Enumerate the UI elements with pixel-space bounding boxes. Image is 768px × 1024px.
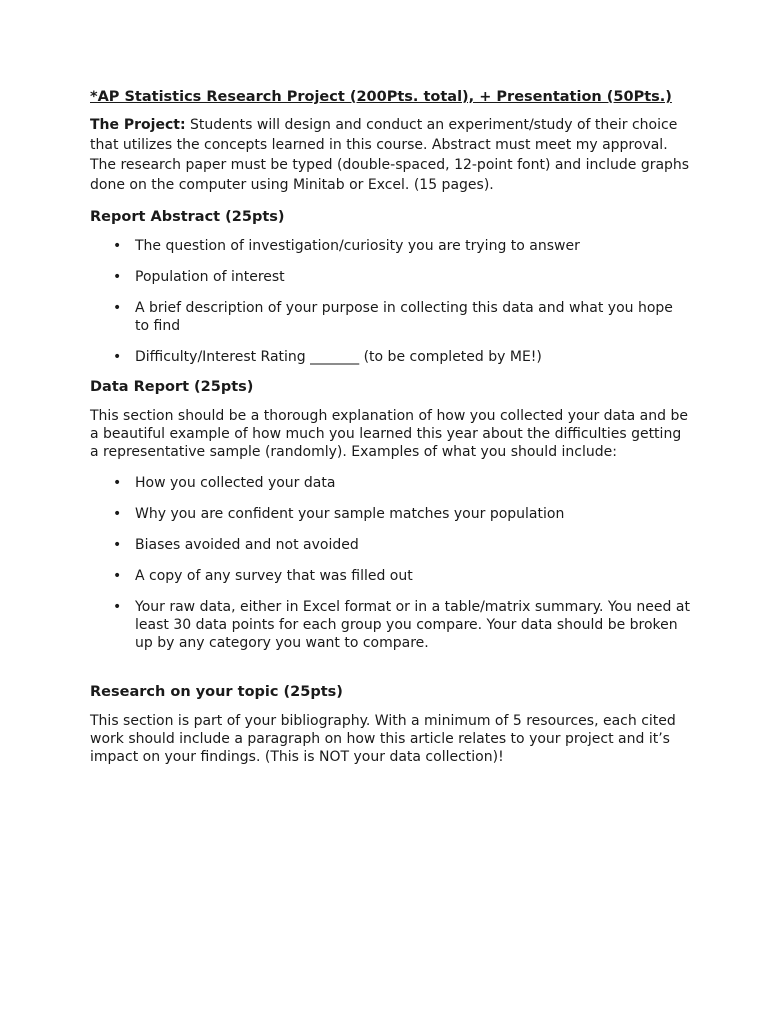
list-item [90, 505, 690, 523]
list-item [90, 268, 690, 286]
data-report-heading: Data Report (25pts) [90, 379, 254, 395]
project-label: The Project: [90, 117, 186, 133]
bullet-icon: • [113, 349, 122, 365]
list-item [90, 348, 690, 366]
data-report-list [90, 474, 690, 652]
list-item [90, 598, 690, 652]
bullet-icon: • [113, 506, 122, 522]
list-item [90, 299, 690, 335]
list-item-text: Population of interest [135, 269, 285, 285]
list-item-text: A copy of any survey that was filled out [135, 568, 413, 584]
list-item-text: Difficulty/Interest Rating _______ (to be completed by ME!) [135, 349, 542, 365]
research-paragraph: This section is part of your bibliography. With a minimum of 5 resources, each cited work should include a paragraph on how this article relates to your project and it’s impact on your findings. (This is NOT your data collection)! [90, 713, 676, 765]
bullet-icon: • [113, 300, 122, 316]
bullet-icon: • [113, 269, 122, 285]
bullet-icon: • [113, 238, 122, 254]
list-item-text: How you collected your data [135, 475, 336, 491]
list-item-text: Your raw data, either in Excel format or in a table/matrix summary. You need at least 30 data points for each group you compare. Your data should be broken up by any category you want to compare. [135, 599, 690, 651]
research-heading: Research on your topic (25pts) [90, 684, 343, 700]
bullet-icon: • [113, 475, 122, 491]
project-paragraph [90, 115, 690, 195]
document-title: *AP Statistics Research Project (200Pts. total), + Presentation (50Pts.) [90, 89, 672, 105]
list-item-text: Biases avoided and not avoided [135, 537, 359, 553]
list-item [90, 567, 690, 585]
list-item [90, 474, 690, 492]
document-page [90, 88, 690, 774]
list-item-text: The question of investigation/curiosity you are trying to answer [135, 238, 580, 254]
bullet-icon: • [113, 537, 122, 553]
data-report-intro: This section should be a thorough explanation of how you collected your data and be a beautiful example of how much you learned this year about the difficulties getting a representative sample (randomly). Examples of what you should include: [90, 408, 688, 460]
list-item [90, 237, 690, 255]
list-item-text: A brief description of your purpose in collecting this data and what you hope to find [135, 300, 673, 334]
project-text: Students will design and conduct an experiment/study of their choice that utilizes the concepts learned in this course. Abstract must meet my approval. The research paper must be typed (double-spaced, 12-point font) and include graphs done on the computer using Minitab or Excel. (15 pages). [90, 117, 690, 193]
list-item-text: Why you are confident your sample matches your population [135, 506, 565, 522]
abstract-heading: Report Abstract (25pts) [90, 209, 285, 225]
bullet-icon: • [113, 599, 122, 615]
list-item [90, 536, 690, 554]
bullet-icon: • [113, 568, 122, 584]
abstract-list [90, 237, 690, 366]
